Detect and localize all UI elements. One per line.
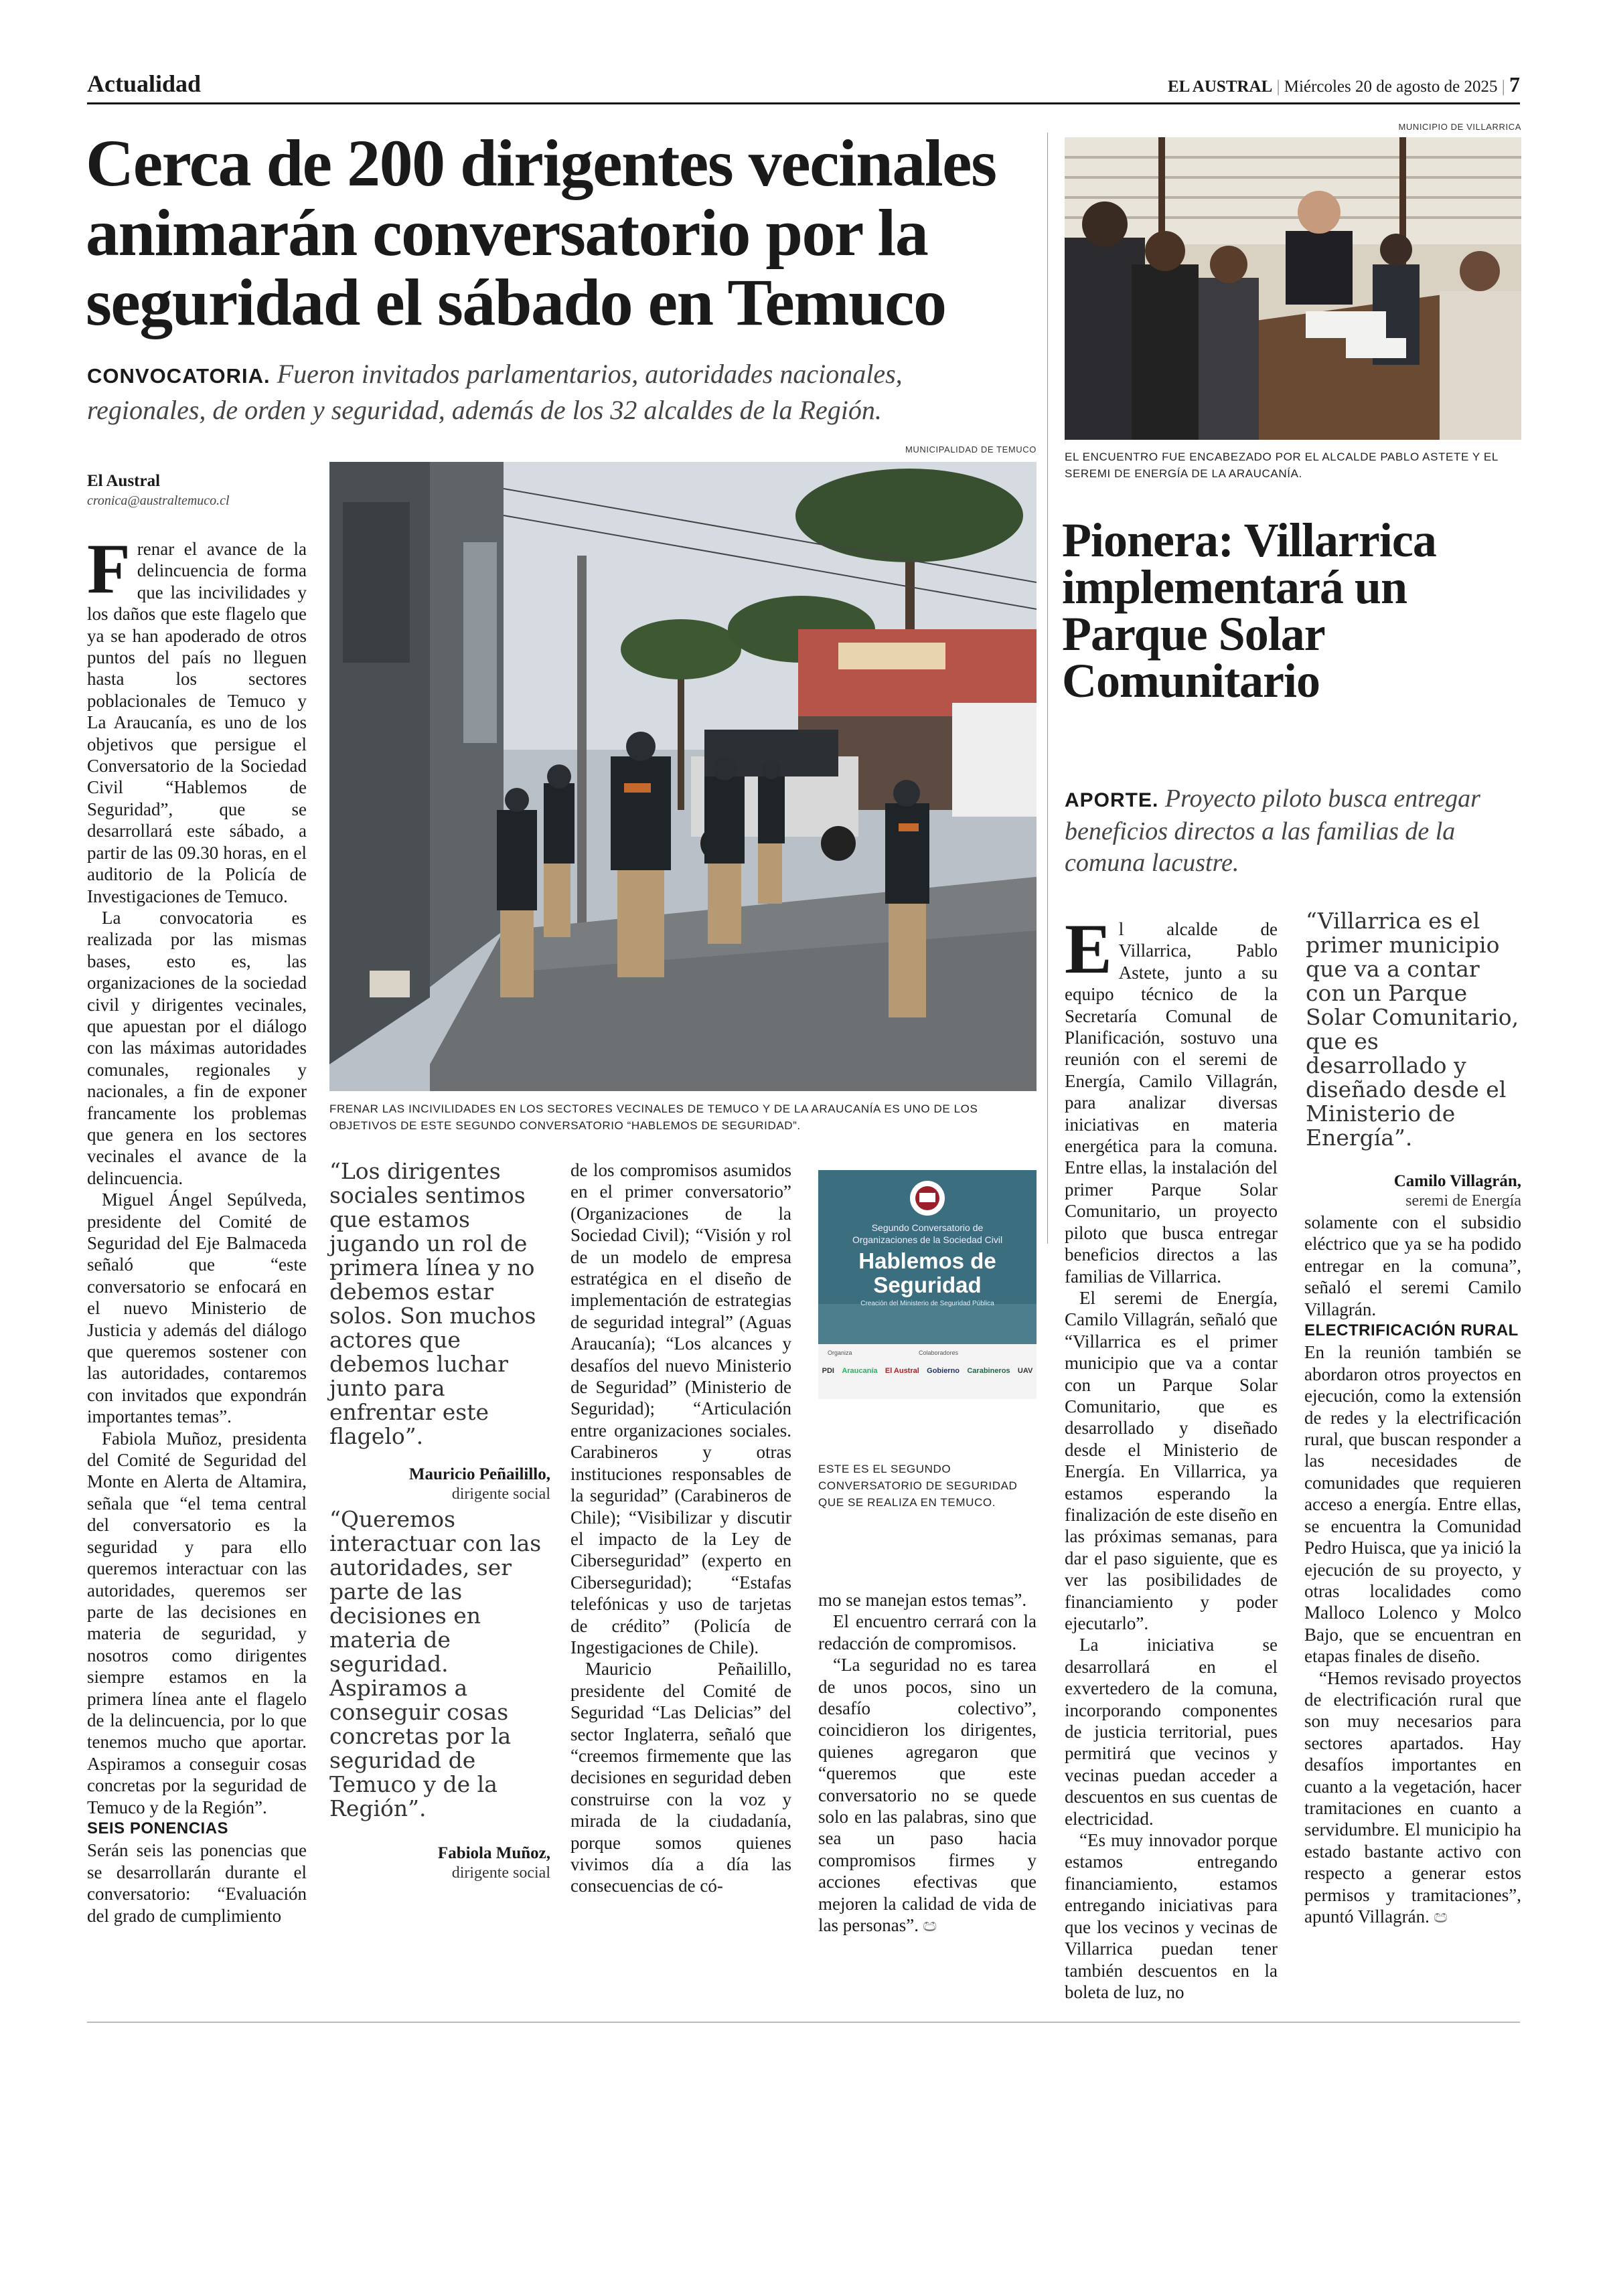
article1-subhead: SEIS PONENCIAS xyxy=(87,1819,229,1837)
logo-2: Araucanía xyxy=(842,1367,878,1375)
article1-column-1 xyxy=(87,529,307,1926)
article2-pull-quote xyxy=(1306,909,1521,1210)
column-divider xyxy=(1047,133,1048,1244)
article1-col4-paragraph-2: El encuentro cerrará con la redacción de compromisos. xyxy=(818,1611,1037,1653)
article1-col4-paragraph-1: mo se manejan estos temas”. xyxy=(818,1590,1027,1610)
article1-col3-paragraph-2: Mauricio Peñailillo, presidente del Comité de Seguridad “Las Delicias” del sector Inglaterra, señaló que “creemos firmemente que las decisiones en seguridad deben construirse con la voz y mirada de la ciudadanía, porque somos quienes vivimos día a día las consecuencias de có- xyxy=(570,1659,791,1896)
article1-lead-label: CONVOCATORIA. xyxy=(87,364,271,388)
poster-line-2: Organizaciones de la Sociedad Civil xyxy=(852,1234,1003,1245)
article1-column-4 xyxy=(818,1589,1037,1937)
header-rule xyxy=(87,102,1520,104)
article1-paragraph-3: Miguel Ángel Sepúlveda, presidente del Comité de Seguridad del Eje Balmaceda señaló que “este conversatorio se enfocará en el nuevo Ministerio de Justicia y además del diálogo que queremos sostener con las autoridades, contaremos con invitados que expondrán importantes temas”. xyxy=(87,1190,307,1427)
article1-headline: Cerca de 200 dirigentes vecinales animarán conversatorio por la seguridad el sábado en Temuco xyxy=(86,126,996,339)
poster-organiza-label: Organiza xyxy=(828,1349,852,1356)
street-scene-photo xyxy=(329,462,1037,1091)
page-header xyxy=(87,70,1520,103)
article2-photo-caption: EL ENCUENTRO FUE ENCABEZADO POR EL ALCALDE PABLO ASTETE Y EL SEREMI DE ENERGÍA DE LA ARAUCANÍA. xyxy=(1065,450,1499,480)
logo-5: Carabineros xyxy=(967,1367,1010,1375)
poster-logos xyxy=(818,1367,1037,1375)
poster-collab-label: Colaboradores xyxy=(919,1349,959,1356)
pull-quote-2-text: “Queremos interactuar con las autoridades, ser parte de las decisiones en materia de seguridad. Aspiramos a conseguir cosas concretas por la seguridad de Temuco y de la Región”. xyxy=(329,1506,542,1821)
article2-paragraph-1: El alcalde de Villarrica, Pablo Astete, junto a su equipo técnico de la Secretaría Comunal de Planificación, sostuvo una reunión con el seremi de Energía, Camilo Villagrán, para analizar diversas iniciativas en materia energética para la comuna. Entre ellas, la instalación del primer Parque Solar Comunitario, un proyecto piloto que busca entregar beneficios directos a las familias de Villarrica. xyxy=(1065,910,1278,1287)
logo-6: UAV xyxy=(1017,1367,1033,1375)
article2-lead-text: Proyecto piloto busca entregar beneficios directos a las familias de la comuna lacustre. xyxy=(1065,785,1480,877)
byline-author: El Austral xyxy=(87,472,161,490)
pull-quote-1 xyxy=(329,1159,550,1503)
article2-column-2 xyxy=(1304,1212,1521,1928)
poster-line-1: Segundo Conversatorio de xyxy=(871,1222,984,1233)
article2-paragraph-4: “Es muy innovador porque estamos entregando financiamiento, estamos entregando iniciativas para que los vecinos y vecinas de Villarrica puedan tener también descuentos en la boleta de luz, no xyxy=(1065,1830,1278,2002)
pull-quote-1-role: dirigente social xyxy=(451,1485,550,1503)
article2-lead-label: APORTE. xyxy=(1065,789,1159,811)
article2-paragraph-2: El seremi de Energía, Camilo Villagrán, señaló que “Villarrica es el primer municipio que va a contar con un Parque Solar Comunitario, que es desarrollado y diseñado desde el Ministerio de Energía. En Villarrica, ya estamos esperando la finalización de este diseño en las próximas semanas, para dar el paso siguiente, que es ver las posibilidades de financiamiento y poder ejecutarlo”. xyxy=(1065,1287,1278,1633)
logo-3: El Austral xyxy=(885,1367,919,1375)
pull-quote-2 xyxy=(329,1507,550,1882)
article2-pull-quote-name: Camilo Villagrán, xyxy=(1393,1172,1521,1190)
article1-lead-text: Fueron invitados parlamentarios, autoridades nacionales, regionales, de orden y seguridad, además de los 32 alcaldes de la Región. xyxy=(87,359,903,425)
logo-4: Gobierno xyxy=(927,1367,960,1375)
pull-quote-1-text: “Los dirigentes sociales sentimos que estamos jugando un rol de primera línea y no debemos estar solos. Son muchos actores que debemos luchar junto para enfrentar este flagelo”. xyxy=(329,1158,536,1449)
end-mark-icon: ඏ xyxy=(1433,1907,1448,1926)
event-poster xyxy=(818,1170,1037,1399)
article2-col2-paragraph-1: solamente con el subsidio eléctrico que ya se ha podido entregar en la comuna”, señaló el seremi Camilo Villagrán. xyxy=(1304,1212,1521,1319)
poster-title: Hablemos de Seguridad xyxy=(858,1248,996,1297)
logo-1: PDI xyxy=(822,1367,834,1375)
article2-col2-paragraph-3: “Hemos revisado proyectos de electrificación rural que son muy necesarios para sectores apartados. Hay desafíos importantes en cuanto a la vegetación, hacer tramitaciones en cuanto a servidumbre. El municipio ha estado bastante activo con respecto a generar estos permisos y tramitaciones”, apuntó Villagrán. ඏ xyxy=(1304,1667,1521,1926)
poster-subtitle: Creación del Ministerio de Seguridad Pública xyxy=(860,1300,994,1307)
pull-quote-2-name: Fabiola Muñoz, xyxy=(437,1844,550,1862)
article2-photo xyxy=(1065,137,1521,440)
article1-photo-credit: MUNICIPALIDAD DE TEMUCO xyxy=(905,444,1037,455)
poster-caption: ESTE ES EL SEGUNDO CONVERSATORIO DE SEGURIDAD QUE SE REALIZA EN TEMUCO. xyxy=(818,1463,1018,1509)
article1-paragraph-5: Serán seis las ponencias que se desarrollarán durante el conversatorio: “Evaluación del grado de cumplimiento xyxy=(87,1840,307,1926)
article2-paragraph-3: La iniciativa se desarrollará en el exvertedero de la comuna, incorporando componentes de justicia territorial, pues permitirá que vecinos y vecinas puedan acceder a descuentos en sus cuentas de electricidad. xyxy=(1065,1635,1278,1829)
article2-photo-credit: MUNICIPIO DE VILLARRICA xyxy=(1398,122,1521,132)
pull-quote-2-role: dirigente social xyxy=(451,1864,550,1882)
dropcap: E xyxy=(1065,910,1112,988)
article1-lead xyxy=(87,357,1024,427)
article1-paragraph-2: La convocatoria es realizada por las mismas bases, esto es, las organizaciones de la sociedad civil y dirigentes vecinales, que apuestan por el diálogo con las máximas autoridades comunales, regionales y nacionales, a fin de exponer francamente los problemas que genera en los sectores vecinales el avance de la delincuencia. xyxy=(87,907,307,1188)
end-mark-icon: ඏ xyxy=(922,1916,937,1936)
byline xyxy=(87,472,308,509)
masthead-info: EL AUSTRAL | Miércoles 20 de agosto de 2025 | 7 xyxy=(1167,72,1520,96)
publication-name: EL AUSTRAL xyxy=(1167,78,1273,96)
pull-quote-1-name: Mauricio Peñailillo, xyxy=(408,1465,550,1483)
article1-col4-paragraph-3: “La seguridad no es tarea de unos pocos, sino un desafío colectivo”, coincidieron los dirigentes, quienes agregaron que “queremos que este conversatorio no se quede solo en las palabras, sino que sea un paso hacia compromisos firmes y acciones efectivas que mejoren la calidad de vida de las personas”. ඏ xyxy=(818,1655,1037,1936)
article2-subhead: ELECTRIFICACIÓN RURAL xyxy=(1304,1321,1519,1340)
article1-photo-caption: FRENAR LAS INCIVILIDADES EN LOS SECTORES VECINALES DE TEMUCO Y DE LA ARAUCANÍA ES UNO DE LOS OBJETIVOS DE ESTE SEGUNDO CONVERSATORIO “HABLEMOS DE SEGURIDAD”. xyxy=(329,1102,978,1132)
article1-col3-paragraph-1: de los compromisos asumidos en el primer conversatorio” (Organizaciones de la Sociedad Civil); “Visión y rol de un modelo de empresa estratégica en el diseño de implementación de estrategias de seguridad integral” (Aguas Araucanía); “Los alcances y desafíos del nuevo Ministerio de Seguridad” (Ministerio de Seguridad); “Articulación entre organizaciones sociales. Carabineros y otras instituciones responsables de la seguridad” (Carabineros de Chile); “Visibilizar y discutir el impacto de la Ley de Ciberseguridad” (experto en Ciberseguridad); “Estafas telefónicas y uso de tarjetas de crédito” (Policía de Ingestigaciones de Chile). xyxy=(570,1160,791,1657)
article2-column-1 xyxy=(1065,910,1278,2003)
page-number: 7 xyxy=(1509,72,1520,96)
byline-email: cronica@australtemuco.cl xyxy=(87,493,230,508)
article2-col2-paragraph-2: En la reunión también se abordaron otros proyectos en ejecución, como la extensión de redes y la electrificación rural, que buscan responder a las necesidades de comunidades que requieren acceso a energía. Entre ellas, se encuentra la Comunidad Pedro Huisca, que ya inició la ejecución de su proyecto, y otras localidades como Malloco Lolenco y Molco Bajo, que se encuentran en etapas finales de diseño. xyxy=(1304,1342,1521,1667)
meeting-photo xyxy=(1065,137,1521,440)
footer-rule xyxy=(87,2022,1520,2023)
section-label: Actualidad xyxy=(87,70,202,97)
article1-photo xyxy=(329,462,1037,1091)
article2-pull-quote-text: “Villarrica es el primer municipio que va a contar con un Parque Solar Comunitario, que es desarrollado y diseñado desde el Ministerio de Energía”. xyxy=(1306,908,1519,1151)
article2-pull-quote-role: seremi de Energía xyxy=(1405,1192,1521,1210)
article1-paragraph-4: Fabiola Muñoz, presidenta del Comité de Seguridad del Monte en Alerta de Altamira, señala que “el tema central del conversatorio es la seguridad y para ello queremos interactuar con las autoridades, queremos ser parte de las decisiones en materia de seguridad, y nosotros como dirigentes siempre estamos en la primera línea ante el flagelo de la delincuencia, por lo que tenemos mucho que aportar. Aspiramos a conseguir cosas concretas por la seguridad de Temuco y de la Región”. xyxy=(87,1428,307,1817)
article1-column-3 xyxy=(570,1159,791,1897)
dropcap: F xyxy=(87,529,131,608)
article2-lead xyxy=(1065,783,1521,879)
issue-date: Miércoles 20 de agosto de 2025 xyxy=(1284,78,1498,96)
article2-headline: Pionera: Villarrica implementará un Parque Solar Comunitario xyxy=(1062,513,1436,708)
article1-paragraph-1: Frenar el avance de la delincuencia de forma que las incivilidades y los daños que este flagelo que ya se han apoderado de otros puntos del país no lleguen hasta los sectores poblacionales de Temuco y La Araucanía, es uno de los objetivos que persigue el Conversatorio de la Sociedad Civil “Hablemos de Seguridad”, que se desarrollará este sábado, a partir de las 09.30 horas, en el auditorio de la Policía de Investigaciones de Temuco. xyxy=(87,529,307,906)
